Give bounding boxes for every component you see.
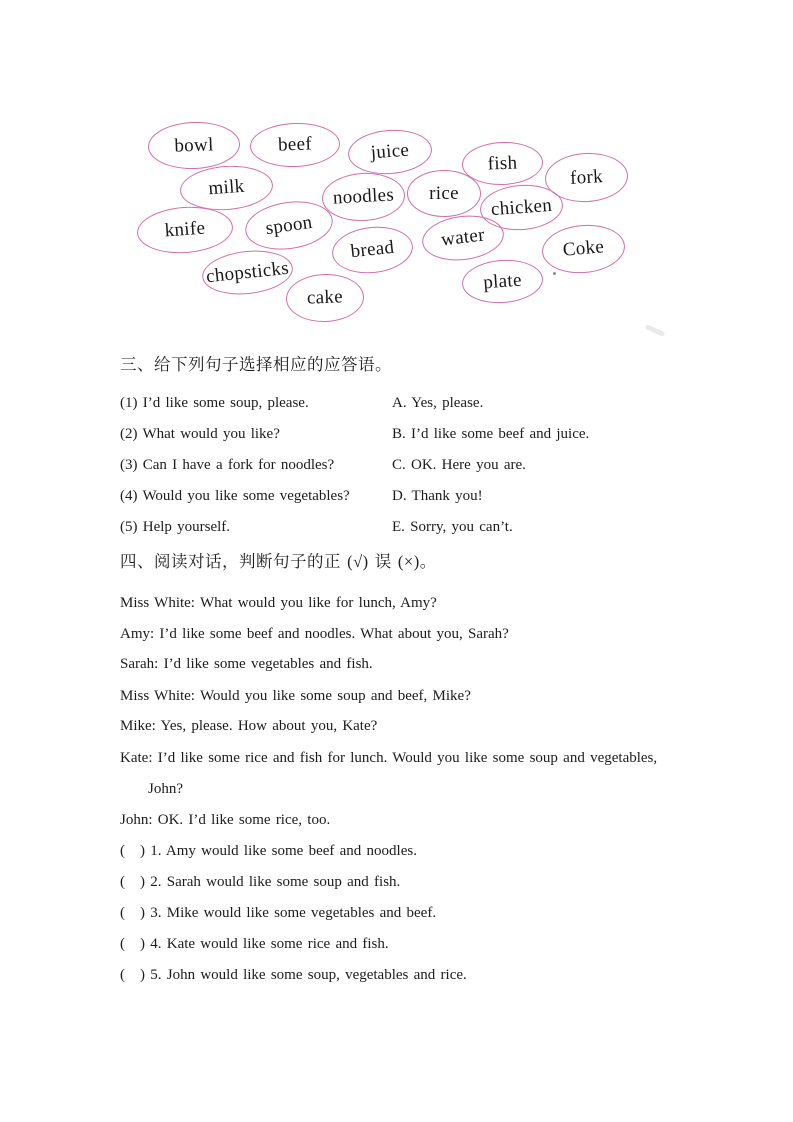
vocab-word: bowl	[174, 133, 214, 157]
dialogue-line: Miss White: Would you like some soup and beef, Mike?	[120, 688, 471, 704]
vocab-oval-spoon	[242, 196, 336, 255]
vocab-oval-milk	[179, 163, 275, 213]
match-row	[120, 395, 483, 412]
match-question: (2) What would you like?	[120, 426, 280, 442]
match-answer: C. OK. Here you are.	[392, 457, 526, 473]
tf-statement: ( ) 3. Mike would like some vegetables and beef.	[120, 905, 437, 921]
vocab-oval-plate	[461, 257, 545, 306]
match-answer: E. Sorry, you can’t.	[392, 519, 513, 535]
vocab-oval-juice	[347, 127, 434, 177]
vocab-oval-bread	[330, 223, 415, 277]
dialogue-line: Sarah: I’d like some vegetables and fish.	[120, 656, 373, 672]
vocab-oval-beef	[249, 121, 340, 168]
dialogue-line: Kate: I’d like some rice and fish for lunch. Would you like some soup and vegetables,	[120, 750, 658, 766]
match-question: (4) Would you like some vegetables?	[120, 488, 350, 504]
match-row	[120, 519, 513, 536]
vocab-word: Coke	[561, 236, 605, 261]
tf-statement: ( ) 1. Amy would like some beef and noodles.	[120, 843, 417, 859]
vocab-word: fish	[487, 151, 518, 175]
vocab-word: juice	[370, 139, 410, 164]
dialogue-line: John: OK. I’d like some rice, too.	[120, 812, 331, 828]
match-answer: B. I’d like some beef and juice.	[392, 426, 590, 442]
match-question: (5) Help yourself.	[120, 519, 231, 535]
vocab-oval-noodles	[321, 171, 406, 223]
match-answer: D. Thank you!	[392, 488, 483, 504]
vocab-word: milk	[207, 175, 246, 200]
scan-artifact	[645, 324, 665, 337]
section3-heading: 三、给下列句子选择相应的应答语。	[120, 355, 392, 374]
match-question: (1) I’d like some soup, please.	[120, 395, 309, 411]
stray-ink-dot	[553, 272, 556, 275]
vocab-oval-chopsticks	[200, 246, 295, 298]
vocab-word: fork	[569, 165, 604, 189]
vocab-word: chopsticks	[204, 257, 290, 287]
match-row	[120, 426, 589, 443]
dialogue-line: Amy: I’d like some beef and noodles. What about you, Sarah?	[120, 626, 509, 642]
section4-heading: 四、阅读对话，判断句子的正 (√) 误 (×)。	[120, 552, 437, 571]
dialogue-line: Mike: Yes, please. How about you, Kate?	[120, 718, 378, 734]
dialogue-line: Miss White: What would you like for lunch, Amy?	[120, 595, 437, 611]
tf-statement: ( ) 5. John would like some soup, vegetables and rice.	[120, 967, 467, 983]
vocab-oval-knife	[136, 204, 235, 257]
match-answer: A. Yes, please.	[392, 395, 484, 411]
vocab-word: spoon	[264, 211, 314, 239]
vocab-word: knife	[164, 217, 206, 242]
vocab-word: bread	[349, 236, 396, 263]
vocab-word: noodles	[332, 184, 395, 209]
vocab-oval-cake	[285, 273, 365, 324]
vocab-word: water	[439, 224, 486, 251]
vocab-word: cake	[306, 286, 344, 309]
tf-statement: ( ) 2. Sarah would like some soup and fish.	[120, 874, 401, 890]
vocab-oval-rice	[407, 170, 481, 217]
vocab-word: plate	[482, 269, 523, 293]
dialogue-line-continuation: John?	[148, 781, 183, 797]
vocab-word: rice	[429, 182, 459, 204]
vocab-oval-coke	[540, 221, 627, 276]
vocab-word: chicken	[490, 194, 553, 220]
match-row	[120, 488, 483, 505]
match-row	[120, 457, 526, 474]
tf-statement: ( ) 4. Kate would like some rice and fish.	[120, 936, 389, 952]
vocab-oval-bowl	[147, 120, 241, 170]
vocab-word: beef	[277, 133, 313, 156]
match-question: (3) Can I have a fork for noodles?	[120, 457, 335, 473]
